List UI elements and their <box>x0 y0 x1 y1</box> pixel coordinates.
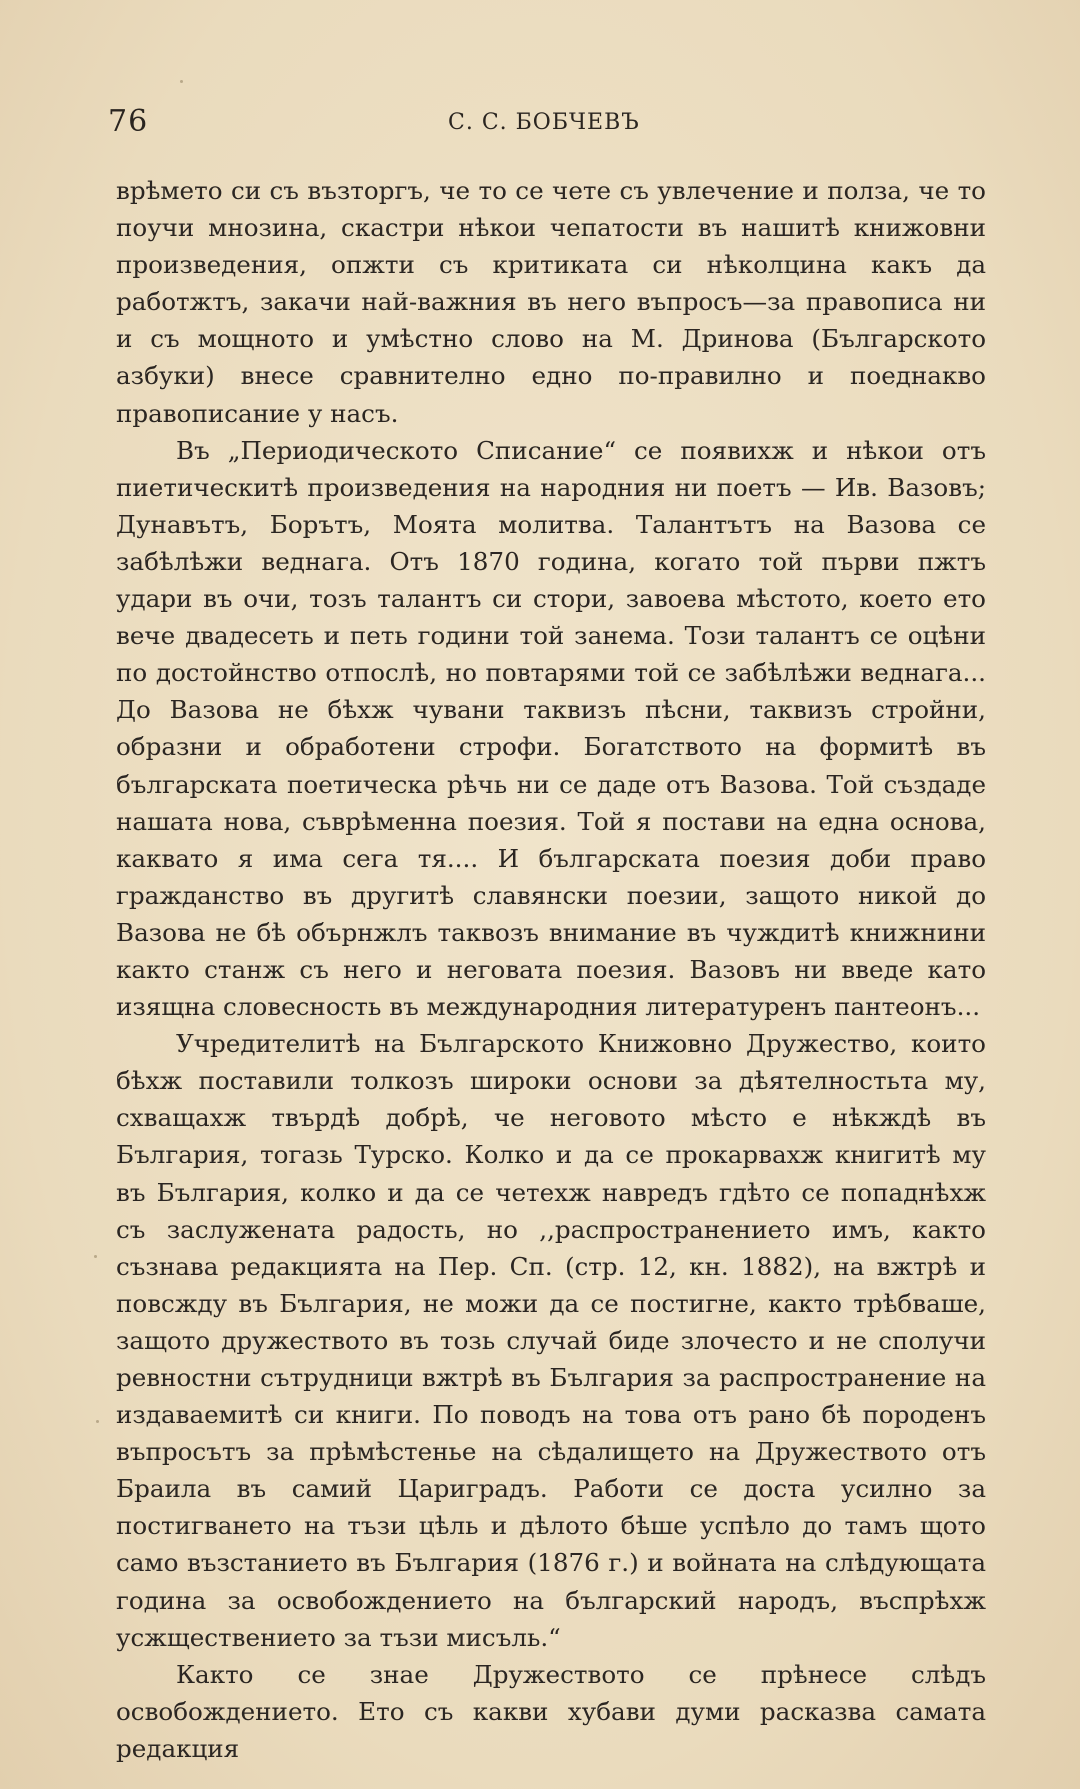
running-title: С. С. БОБЧЕВЪ <box>448 110 640 135</box>
page-number: 76 <box>108 104 149 139</box>
page-header <box>108 104 988 144</box>
paragraph-founders: Учредителитѣ на Българското Книжовно Дружество, които бѣхж поставили толкозъ широки основи за дѣятелностьта му, схващахж твърдѣ добрѣ, че неговото мѣсто е нѣкждѣ въ България, тогазь Турско. Колко и да се прокарвахж книгитѣ му въ България, колко и да се четехж навредъ гдѣто се попаднѣхж съ заслужената радость, но ,,распространението имъ, както съзнава редакцията на Пер. Сп. (стр. 12, кн. 1882), на вжтрѣ и повсжду въ България, не можи да се постигне, както трѣбваше, защото дружеството въ тозь случай биде злочесто и не сполучи ревностни сътрудници вжтрѣ въ България за распространение на издаваемитѣ си книги. По поводъ на това отъ рано бѣ породенъ въпросътъ за прѣмѣстенье на сѣдалището на Дружеството отъ Браила въ самий Цариградъ. Работи се доста усилно за постигването на тъзи цѣль и дѣлото бѣше успѣло до тамъ щото само възстанието въ България (1876 г.) и войната на слѣдующата година за освобождението на българский народъ, въспрѣхж усжществението за тъзи мисъль.“ <box>116 1029 986 1652</box>
paragraph-vazov: Въ „Периодическото Списание“ се появихж и нѣкои отъ пиетическитѣ произведения на народния ни поетъ — Ив. Вазовъ; Дунавътъ, Борътъ, Моята молитва. Талантътъ на Вазова се забѣлѣжи веднага. Отъ 1870 година, когато той първи пжтъ удари въ очи, тозъ талантъ си стори, завоева мѣстото, което ето вече двадесеть и петь години той занема. Този талантъ се оцѣни по достойнство отпослѣ, но повтарями той се забѣлѣжи веднага... До Вазова не бѣхж чувани таквизъ пѣсни, таквизъ стройни, образни и обработени строфи. Богатството на формитѣ въ българската поетическа рѣчь ни се даде отъ Вазова. Той създаде нашата нова, съврѣменна поезия. Той я постави на една основа, каквато я има сега тя.... И българската поезия доби право гражданство въ другитѣ славянски поезии, защото никой до Вазова не бѣ обърнжлъ таквозъ внимание въ чуждитѣ книжнини както станж съ него и неговата поезия. Вазовъ ни введе като изящна словесность въ международния литературенъ пантеонъ... <box>116 435 986 1022</box>
paragraph-relocation: Както се знае Дружеството се прѣнесе слѣдъ освобождението. Ето съ какви хубави думи расказва самата редакция <box>116 1659 986 1763</box>
paper-speck <box>94 1255 97 1258</box>
paragraph-continuation: врѣмето си съ възторгъ, че то се чете съ увлечение и полза, че то поучи мнозина, скастри нѣкои чепатости въ нашитѣ книжовни произведения, опжти съ критиката си нѣколцина какъ да работжтъ, закачи най-важния въ него въпросъ—за правописа ни и съ мощното и умѣстно слово на М. Дринова (Българското азбуки) внесе сравнително едно по-правилно и поеднакво правописание у насъ. <box>116 176 986 428</box>
paper-speck <box>180 80 183 83</box>
paper-speck <box>96 1420 99 1423</box>
body-text <box>116 172 986 1767</box>
